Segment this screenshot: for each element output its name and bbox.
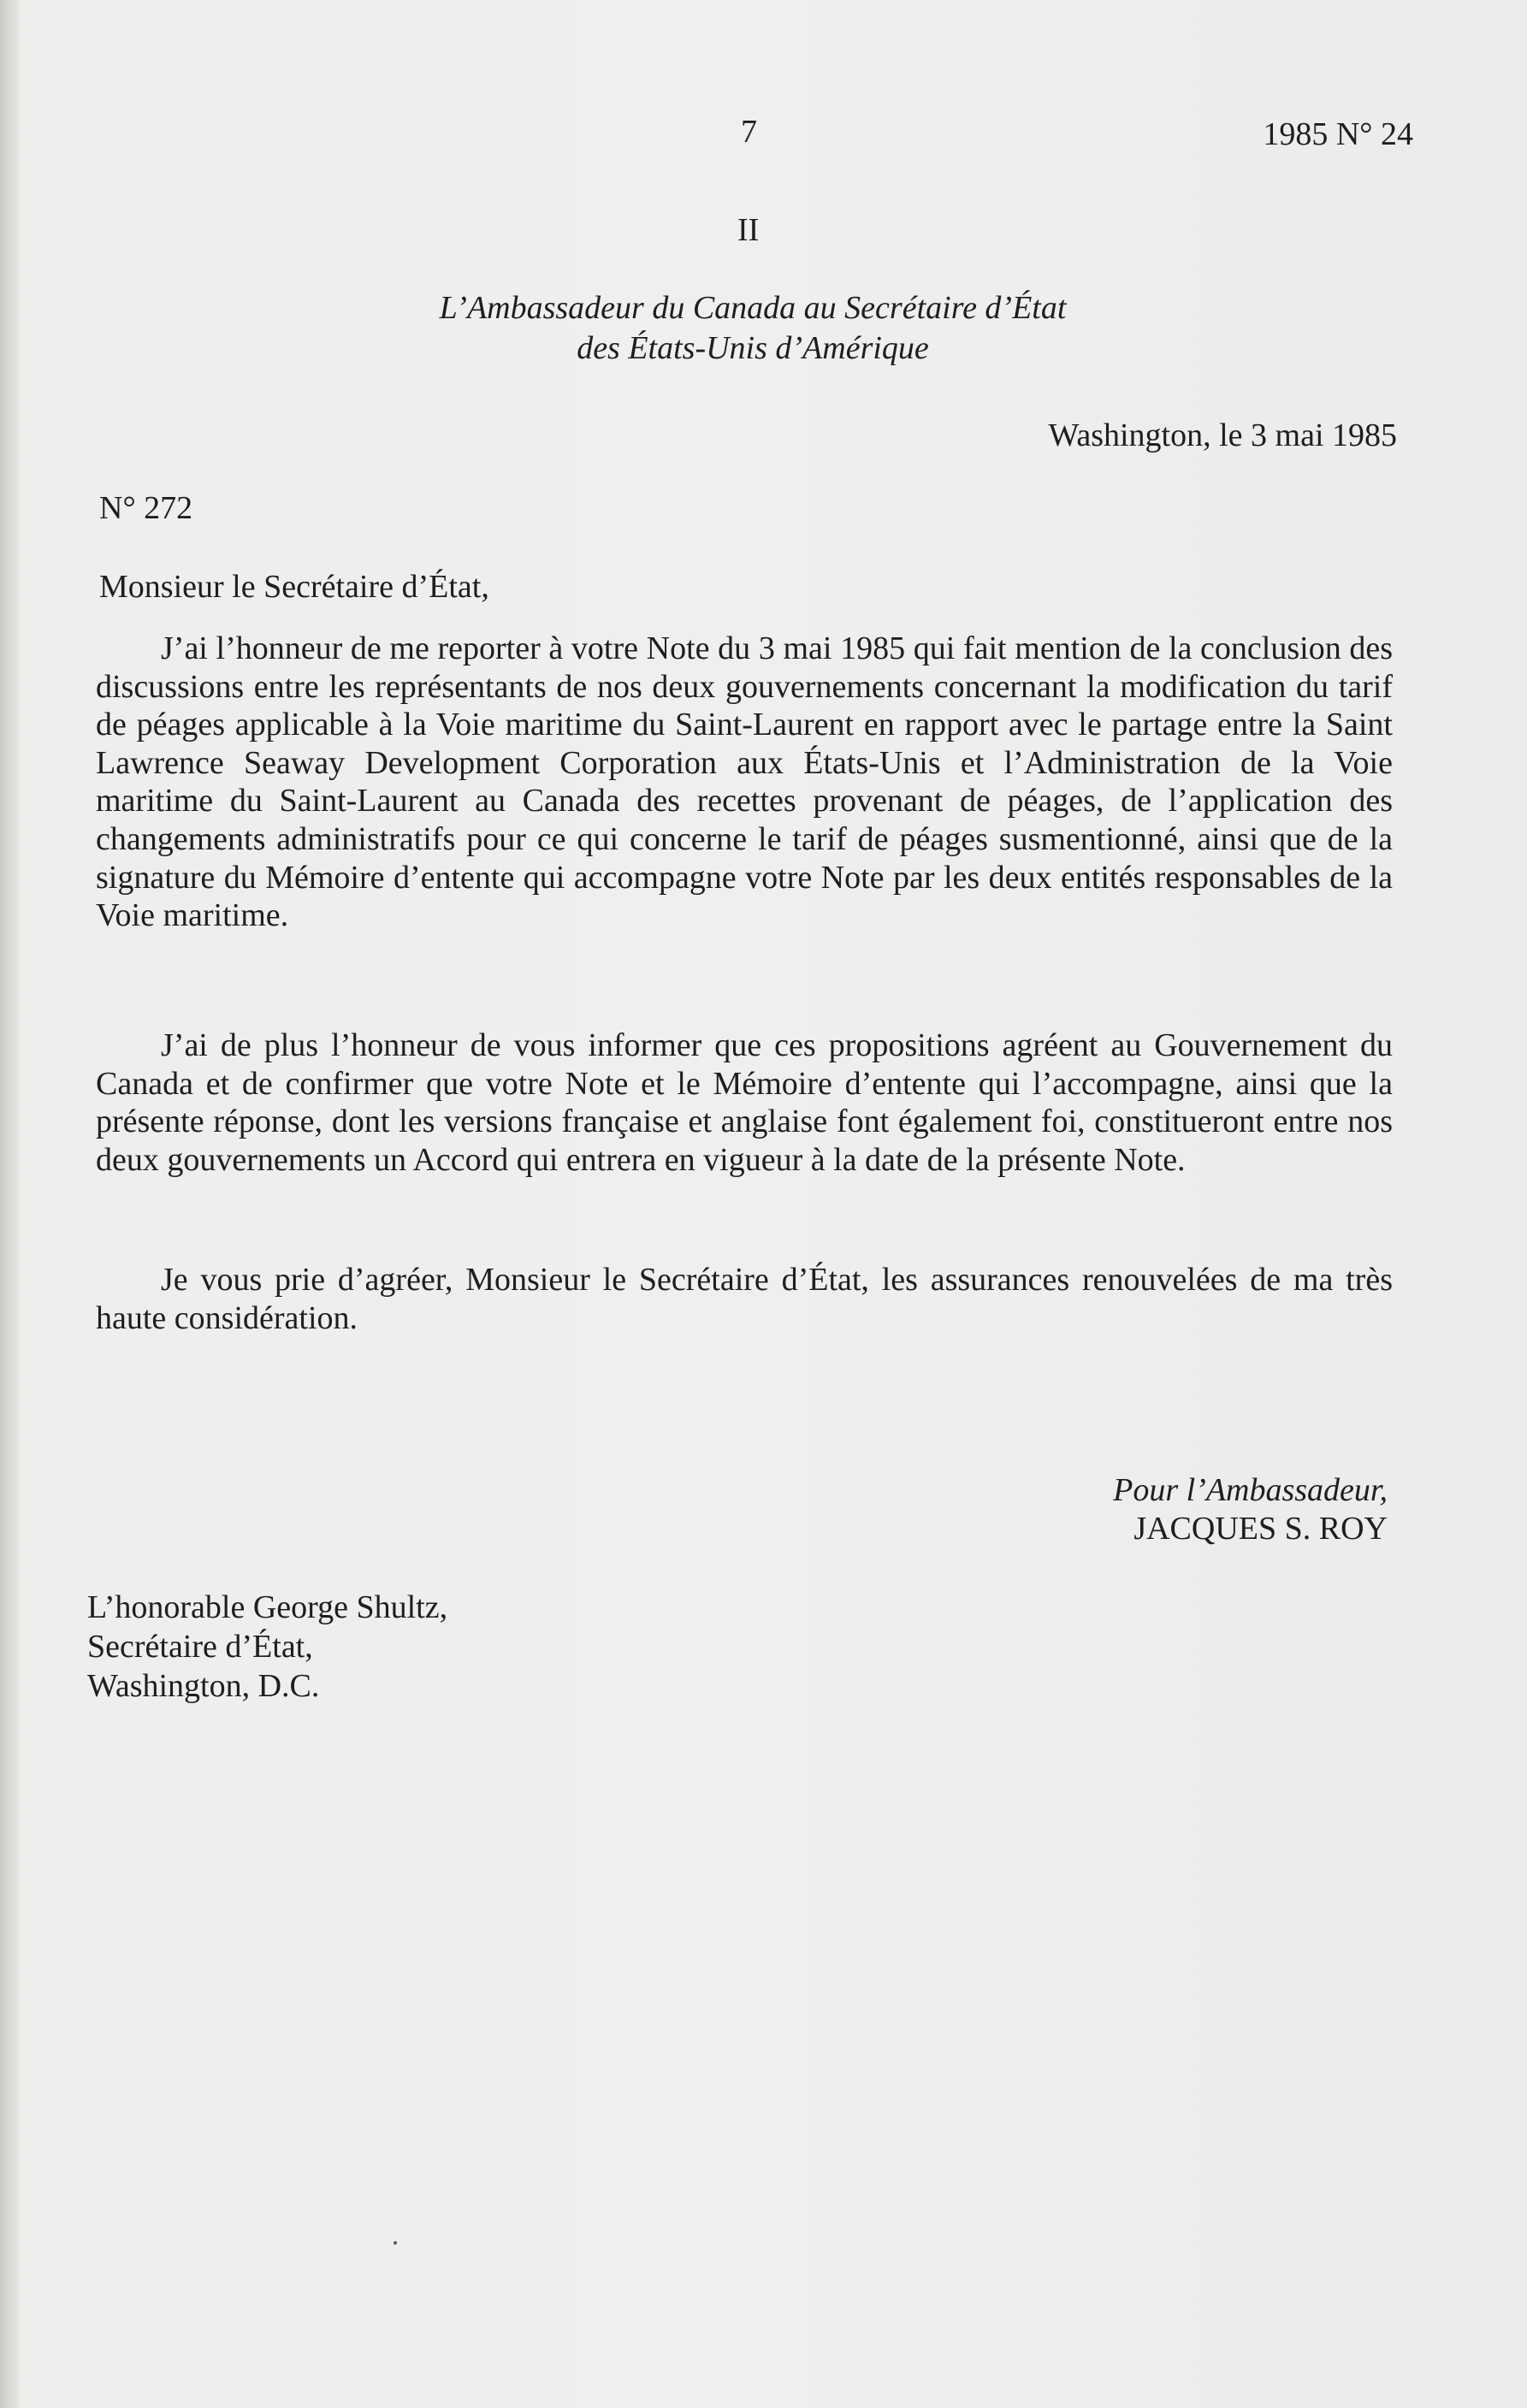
date-line: Washington, le 3 mai 1985: [1048, 417, 1397, 453]
body-paragraph: J’ai l’honneur de me reporter à votre Note du 3 mai 1985 qui fait mention de la conclusion des discussions entre les représentants de nos deux gouvernements concernant la modification du tarif de péages applicable à la Voie maritime du Saint-Laurent en rapport avec le partage entre la Saint Lawrence Seaway Development Corporation aux États-Unis et l’Administration de la Voie maritime du Saint-Laurent au Canada des recettes provenant de péages, de l’application des changements administratifs pour ce qui concerne le tarif de péages susmentionné, ainsi que de la signature du Mémoire d’entente qui accompagne votre Note par les deux entités responsables de la Voie maritime.: [96, 630, 1393, 934]
letter-heading-line-1: L’Ambassadeur du Canada au Secrétaire d’État: [439, 290, 1067, 326]
salutation: Monsieur le Secrétaire d’État,: [99, 569, 489, 605]
page-number: 7: [741, 114, 757, 150]
signature-name: JACQUES S. ROY: [1133, 1511, 1388, 1547]
body-paragraph: J’ai de plus l’honneur de vous informer que ces propositions agréent au Gouvernement du Canada et de confirmer que votre Note et le Mémoire d’entente qui l’accompagne, ainsi que la présente réponse, dont les versions française et anglaise font également foi, constitueront entre nos deux gouvernements un Accord qui entrera en vigueur à la date de la présente Note.: [96, 1027, 1393, 1178]
letter-heading-line-2: des États-Unis d’Amérique: [577, 330, 929, 366]
addressee-title: Secrétaire d’État,: [87, 1629, 313, 1665]
print-speck: [394, 2241, 397, 2245]
addressee-city: Washington, D.C.: [87, 1668, 320, 1704]
closing-paragraph: Je vous prie d’agréer, Monsieur le Secrétaire d’État, les assurances renouvelées de ma très haute considération.: [96, 1262, 1393, 1336]
signature-label: Pour l’Ambassadeur,: [1113, 1472, 1388, 1508]
section-numeral: II: [737, 212, 760, 248]
document-reference: 1985 N° 24: [1263, 116, 1413, 152]
note-number: N° 272: [99, 490, 193, 526]
addressee-name: L’honorable George Shultz,: [87, 1589, 448, 1625]
